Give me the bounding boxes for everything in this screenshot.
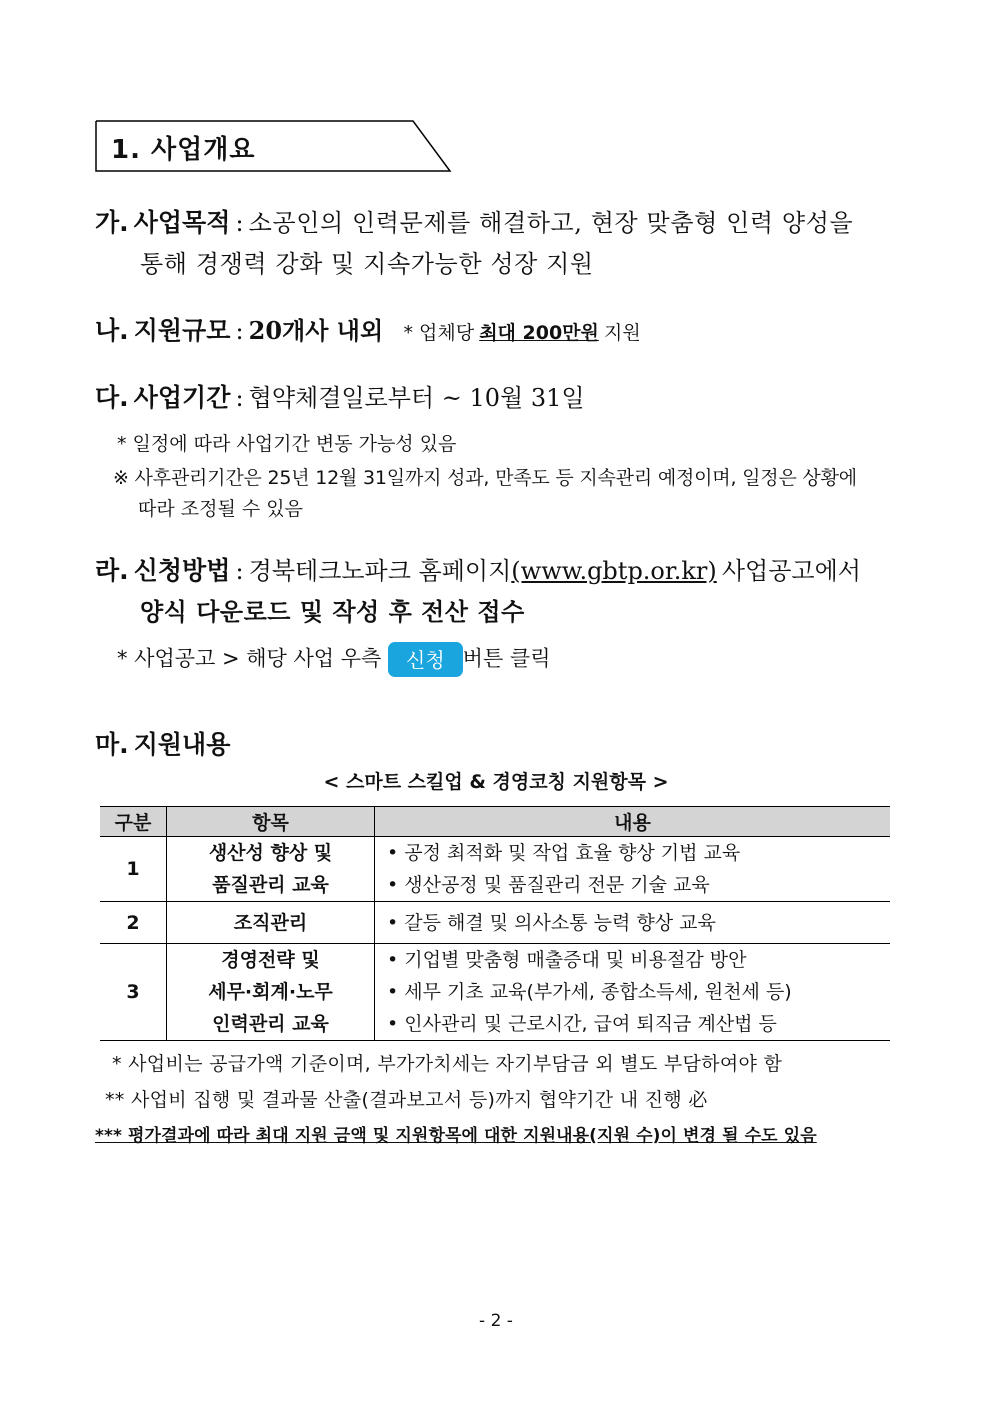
row-number: 2 [100, 902, 167, 944]
apply-sep: : [235, 557, 244, 585]
table-row [100, 944, 890, 1041]
apply-url-link[interactable]: (www.gbtp.or.kr) [511, 557, 717, 585]
period-marker: 다. [95, 383, 129, 412]
period-note2-line2: 따라 조정될 수 있음 [138, 498, 303, 520]
section-scale [95, 311, 641, 347]
apply-label: 신청방법 [133, 556, 231, 585]
table-caption: < 스마트 스킬업 & 경영코칭 지원항목 > [323, 771, 669, 793]
page-number: - 2 - [479, 1311, 513, 1331]
period-note2-line1: ※ 사후관리기간은 25년 12월 31일까지 성과, 만족도 등 지속관리 예정이며, 일정은 상황에 [113, 467, 857, 489]
row-content-line: • 기업별 맞춤형 매출증대 및 비용절감 방안 [387, 949, 747, 971]
table-header-row [100, 807, 890, 837]
row-content-line: • 생산공정 및 품질관리 전문 기술 교육 [387, 874, 710, 896]
row-number: 3 [100, 944, 167, 1041]
purpose-label: 사업목적 [133, 208, 231, 237]
row-item [167, 837, 375, 902]
apply-note [117, 642, 551, 677]
row-item [167, 902, 375, 944]
footnote-3: *** 평가결과에 따라 최대 지원 금액 및 지원항목에 대한 지원내용(지원 수)이 변경 될 수도 있음 [95, 1126, 817, 1146]
scale-note-emph: 최대 200만원 [479, 322, 599, 344]
period-value: 협약체결일로부터 ~ 10월 31일 [248, 384, 585, 412]
row-content [375, 902, 891, 944]
apply-line1-pre: 경북테크노파크 홈페이지 [248, 557, 512, 585]
row-item-line: 세무·회계·노무 [208, 981, 333, 1003]
purpose-marker: 가. [95, 208, 129, 237]
scale-sep: : [235, 317, 244, 345]
apply-note-pre: * 사업공고 > 해당 사업 우측 [117, 646, 382, 671]
purpose-line2: 통해 경쟁력 강화 및 지속가능한 성장 지원 [140, 250, 594, 278]
scale-marker: 나. [95, 316, 129, 345]
row-item [167, 944, 375, 1041]
scale-note-prefix: * 업체당 [403, 322, 475, 344]
section-purpose [95, 203, 853, 239]
row-content-line: • 세무 기초 교육(부가세, 종합소득세, 원천세 등) [387, 981, 792, 1003]
scale-label: 지원규모 [133, 316, 231, 345]
heading-title: 1. 사업개요 [111, 135, 256, 165]
table-row [100, 837, 890, 902]
period-sep: : [235, 384, 244, 412]
row-content-line: • 갈등 해결 및 의사소통 능력 향상 교육 [387, 911, 716, 934]
row-content [375, 837, 891, 902]
apply-note-post: 버튼 클릭 [462, 646, 551, 671]
support-table [100, 806, 890, 1041]
footnote-1: * 사업비는 공급가액 기준이며, 부가가치세는 자기부담금 외 별도 부담하여야 함 [112, 1053, 783, 1075]
row-item-line: 생산성 향상 및 [208, 842, 333, 864]
row-content-line: • 인사관리 및 근로시간, 급여 퇴직금 계산법 등 [387, 1013, 777, 1035]
row-item-line: 경영전략 및 [221, 949, 320, 971]
row-number: 1 [100, 837, 167, 902]
row-item-line: 품질관리 교육 [212, 874, 329, 896]
apply-line1-post: 사업공고에서 [721, 557, 861, 585]
apply-button[interactable]: 신청 [388, 642, 463, 677]
footnote-2: ** 사업비 집행 및 결과물 산출(결과보고서 등)까지 협약기간 내 진행 必 [105, 1089, 708, 1111]
row-content-line: • 공정 최적화 및 작업 효율 향상 기법 교육 [387, 842, 741, 864]
period-note1: * 일정에 따라 사업기간 변동 가능성 있음 [117, 433, 457, 455]
period-label: 사업기간 [133, 383, 231, 412]
section-period [95, 378, 585, 414]
row-content [375, 944, 891, 1041]
row-item-line: 인력관리 교육 [212, 1013, 329, 1035]
section-apply [95, 551, 861, 587]
purpose-sep: : [235, 209, 244, 237]
scale-note-suffix: 지원 [603, 322, 641, 344]
scale-value: 20개사 내외 [248, 316, 384, 345]
purpose-line1: 소공인의 인력문제를 해결하고, 현장 맞춤형 인력 양성을 [248, 209, 854, 237]
heading-outline [95, 120, 455, 172]
apply-marker: 라. [95, 556, 129, 585]
row-item-line: 조직관리 [233, 911, 308, 934]
section-content [95, 725, 230, 761]
table-row [100, 902, 890, 944]
header-item: 항목 [167, 807, 375, 837]
content-marker: 마. [95, 730, 129, 759]
header-category: 구분 [100, 807, 167, 837]
apply-line2: 양식 다운로드 및 작성 후 전산 접수 [140, 597, 525, 626]
header-content: 내용 [375, 807, 891, 837]
content-label: 지원내용 [133, 730, 231, 759]
